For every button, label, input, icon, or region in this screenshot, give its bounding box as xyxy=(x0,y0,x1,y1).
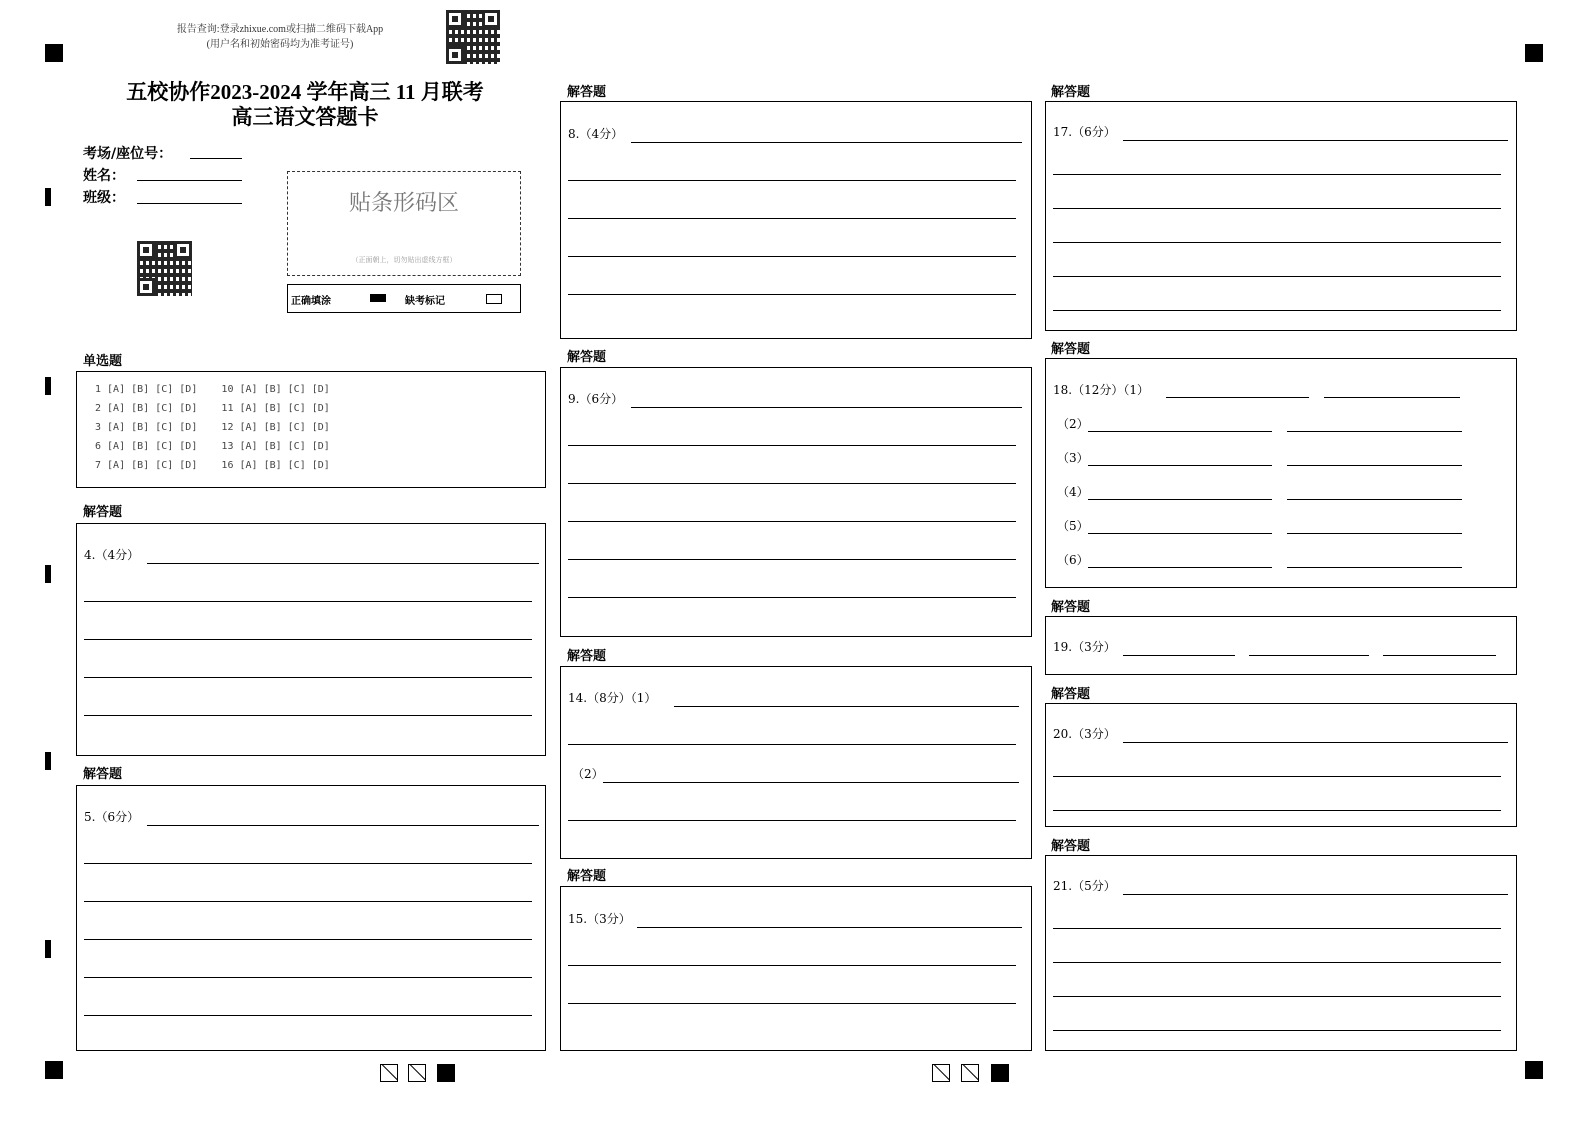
q18-part2-label: （2） xyxy=(1057,417,1089,431)
answer-line[interactable] xyxy=(84,977,532,978)
diagonal-square-icon xyxy=(408,1064,426,1082)
answer-line[interactable] xyxy=(1088,499,1272,500)
answer-line[interactable] xyxy=(568,445,1016,446)
q18-part3-label: （3） xyxy=(1057,451,1089,465)
answer-line[interactable] xyxy=(603,782,1019,783)
answer-line[interactable] xyxy=(568,1003,1016,1004)
section-label: 解答题 xyxy=(567,869,607,884)
answer-line[interactable] xyxy=(568,597,1016,598)
answer-line[interactable] xyxy=(568,521,1016,522)
timing-bar xyxy=(45,565,51,583)
q5-label: 5.（6分） xyxy=(84,810,140,824)
choice-row[interactable]: 7 [A] [B] [C] [D] 16 [A] [B] [C] [D] xyxy=(95,460,330,471)
answer-line[interactable] xyxy=(147,825,539,826)
answer-line[interactable] xyxy=(84,863,532,864)
choice-row[interactable]: 1 [A] [B] [C] [D] 10 [A] [B] [C] [D] xyxy=(95,384,330,395)
answer-line[interactable] xyxy=(84,715,532,716)
solid-square-icon xyxy=(991,1064,1009,1082)
q14-part2-label: （2） xyxy=(572,767,604,781)
answer-line[interactable] xyxy=(1287,465,1462,466)
answer-line[interactable] xyxy=(568,483,1016,484)
answer-line[interactable] xyxy=(1053,1030,1501,1031)
section-label: 解答题 xyxy=(1051,687,1091,702)
corner-marker-bottom-left xyxy=(45,1061,63,1079)
credentials-note: (用户名和初始密码均为准考证号) xyxy=(206,39,354,50)
answer-line[interactable] xyxy=(1088,567,1272,568)
section-label: 解答题 xyxy=(1051,839,1091,854)
answer-line[interactable] xyxy=(1053,928,1501,929)
corner-marker-bottom-right xyxy=(1525,1061,1543,1079)
name-label: 姓名： xyxy=(83,168,125,184)
correct-fill-sample xyxy=(370,294,386,302)
section-label: 解答题 xyxy=(83,505,123,520)
answer-line[interactable] xyxy=(1088,533,1272,534)
answer-line[interactable] xyxy=(1088,431,1272,432)
q19-label: 19.（3分） xyxy=(1053,640,1116,654)
q18-part5-label: （5） xyxy=(1057,519,1089,533)
answer-line[interactable] xyxy=(1249,655,1369,656)
answer-line[interactable] xyxy=(1053,276,1501,277)
section-label: 解答题 xyxy=(1051,85,1091,100)
q18-part4-label: （4） xyxy=(1057,485,1089,499)
answer-line[interactable] xyxy=(1053,776,1501,777)
exam-title: 五校协作2023-2024 学年高三 11 月联考 xyxy=(126,80,484,104)
answer-line[interactable] xyxy=(1053,208,1501,209)
choice-row[interactable]: 2 [A] [B] [C] [D] 11 [A] [B] [C] [D] xyxy=(95,403,330,414)
answer-line[interactable] xyxy=(84,939,532,940)
answer-line[interactable] xyxy=(1053,996,1501,997)
answer-line[interactable] xyxy=(568,218,1016,219)
answer-line[interactable] xyxy=(1166,397,1309,398)
answer-line[interactable] xyxy=(1053,174,1501,175)
answer-line[interactable] xyxy=(1053,242,1501,243)
answer-line[interactable] xyxy=(84,901,532,902)
answer-line[interactable] xyxy=(568,744,1016,745)
single-choice-label: 单选题 xyxy=(83,354,123,369)
answer-line[interactable] xyxy=(631,142,1022,143)
answer-line[interactable] xyxy=(1287,499,1462,500)
answer-line[interactable] xyxy=(1123,655,1235,656)
answer-line[interactable] xyxy=(1324,397,1460,398)
answer-line[interactable] xyxy=(84,601,532,602)
download-qr-code[interactable] xyxy=(446,10,500,64)
timing-bar xyxy=(45,940,51,958)
room-seat-input[interactable] xyxy=(190,158,242,159)
answer-line[interactable] xyxy=(84,639,532,640)
answer-line[interactable] xyxy=(1123,742,1508,743)
section-label: 解答题 xyxy=(567,85,607,100)
barcode-title: 贴条形码区 xyxy=(348,191,459,216)
answer-line[interactable] xyxy=(637,927,1022,928)
report-query-note xyxy=(130,22,430,52)
choice-row[interactable]: 6 [A] [B] [C] [D] 13 [A] [B] [C] [D] xyxy=(95,441,330,452)
timing-bar xyxy=(45,188,51,206)
solid-square-icon xyxy=(437,1064,455,1082)
answer-line[interactable] xyxy=(1053,310,1501,311)
answer-line[interactable] xyxy=(568,820,1016,821)
answer-line[interactable] xyxy=(568,965,1016,966)
report-query-line: 报告查询:登录zhixue.com或扫描二维码下载App xyxy=(176,24,384,35)
answer-line[interactable] xyxy=(147,563,539,564)
q8-answer-box xyxy=(560,101,1032,339)
answer-line[interactable] xyxy=(1383,655,1496,656)
fill-legend xyxy=(287,284,521,313)
class-label: 班级： xyxy=(83,190,125,206)
sheet-title: 高三语文答题卡 xyxy=(231,105,379,129)
absent-mark-checkbox[interactable] xyxy=(486,294,502,304)
answer-line[interactable] xyxy=(1287,431,1462,432)
diagonal-square-icon xyxy=(932,1064,950,1082)
answer-line[interactable] xyxy=(1123,894,1508,895)
answer-line[interactable] xyxy=(568,294,1016,295)
answer-line[interactable] xyxy=(1287,533,1462,534)
room-seat-label: 考场/座位号： xyxy=(83,146,173,162)
correct-fill-label: 正确填涂 xyxy=(291,296,331,307)
section-label: 解答题 xyxy=(1051,342,1091,357)
q4-label: 4.（4分） xyxy=(84,548,140,562)
answer-line[interactable] xyxy=(1287,567,1462,568)
corner-marker-top-left xyxy=(45,44,63,62)
class-input[interactable] xyxy=(137,203,242,204)
section-label: 解答题 xyxy=(567,649,607,664)
section-label: 解答题 xyxy=(1051,600,1091,615)
corner-marker-top-right xyxy=(1525,44,1543,62)
q18-part6-label: （6） xyxy=(1057,553,1089,567)
answer-line[interactable] xyxy=(1088,465,1272,466)
answer-line[interactable] xyxy=(631,407,1022,408)
absent-mark-label: 缺考标记 xyxy=(405,296,445,307)
barcode-area xyxy=(287,171,521,276)
q9-label: 9.（6分） xyxy=(568,392,624,406)
answer-line[interactable] xyxy=(1053,962,1501,963)
answer-line[interactable] xyxy=(84,677,532,678)
q20-answer-box xyxy=(1045,703,1517,827)
q8-label: 8.（4分） xyxy=(568,127,624,141)
q21-label: 21.（5分） xyxy=(1053,879,1116,893)
q14-label: 14.（8分）（1） xyxy=(568,691,657,705)
answer-line[interactable] xyxy=(568,559,1016,560)
barcode-note: （正面朝上，切勿贴出虚线方框） xyxy=(351,256,457,264)
choice-row[interactable]: 3 [A] [B] [C] [D] 12 [A] [B] [C] [D] xyxy=(95,422,330,433)
answer-line[interactable] xyxy=(674,706,1019,707)
answer-line[interactable] xyxy=(1053,810,1501,811)
timing-bar xyxy=(45,377,51,395)
timing-bar xyxy=(45,752,51,770)
q18-label: 18.（12分）（1） xyxy=(1053,383,1149,397)
answer-line[interactable] xyxy=(84,1015,532,1016)
diagonal-square-icon xyxy=(961,1064,979,1082)
name-input[interactable] xyxy=(137,180,242,181)
q20-label: 20.（3分） xyxy=(1053,727,1116,741)
q17-label: 17.（6分） xyxy=(1053,125,1116,139)
diagonal-square-icon xyxy=(380,1064,398,1082)
answer-line[interactable] xyxy=(1123,140,1508,141)
section-label: 解答题 xyxy=(567,350,607,365)
answer-line[interactable] xyxy=(568,256,1016,257)
section-label: 解答题 xyxy=(83,767,123,782)
student-qr-code xyxy=(137,241,192,296)
q15-answer-box xyxy=(560,886,1032,1051)
q15-label: 15.（3分） xyxy=(568,912,631,926)
answer-line[interactable] xyxy=(568,180,1016,181)
